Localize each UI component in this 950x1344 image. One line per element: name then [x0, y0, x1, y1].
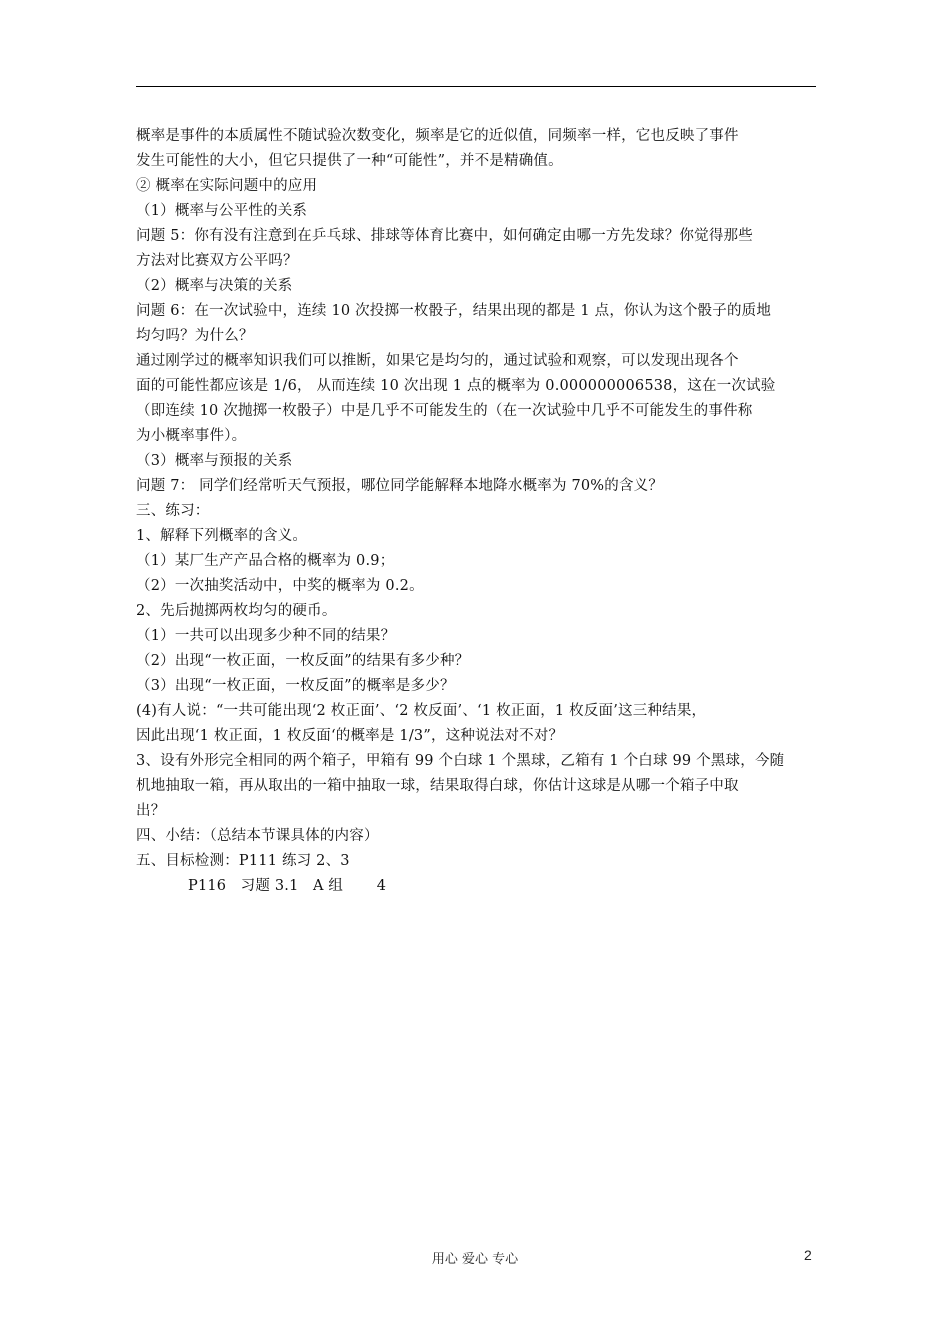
exercise-1: 1、解释下列概率的含义。 — [136, 528, 308, 544]
explanation-line-1: 通过刚学过的概率知识我们可以推断，如果它是均匀的，通过试验和观察，可以发现出现各个 — [136, 353, 739, 369]
subheading-forecast: （3）概率与预报的关系 — [136, 453, 293, 469]
subheading-fairness: （1）概率与公平性的关系 — [136, 203, 308, 219]
exercise-2-item-1: （1）一共可以出现多少种不同的结果？ — [136, 628, 396, 644]
exercise-2-item-4-line-1: (4)有人说：“一共可能出现‘2 枚正面’、‘2 枚反面’、‘1 枚正面，1 枚反面’这三种结果， — [136, 703, 707, 719]
exercise-2: 2、先后抛掷两枚均匀的硬币。 — [136, 603, 337, 619]
question-5-line-2: 方法对比赛双方公平吗？ — [136, 253, 298, 269]
section-heading-applications: ② 概率在实际问题中的应用 — [136, 178, 318, 194]
document-body — [136, 124, 821, 899]
text-line-2: 发生可能性的大小，但它只提供了一种“可能性”，并不是精确值。 — [136, 153, 563, 169]
exercise-1-item-1: （1）某厂生产产品合格的概率为 0.9； — [136, 553, 395, 569]
question-6-line-1: 问题 6：在一次试验中，连续 10 次投掷一枚骰子，结果出现的都是 1 点，你认为这个骰子的质地 — [136, 303, 772, 319]
question-6-line-2: 均匀吗？为什么？ — [136, 328, 254, 344]
text-line-1: 概率是事件的本质属性不随试验次数变化，频率是它的近似值，同频率一样，它也反映了事件 — [136, 128, 739, 144]
exercise-1-item-2: （2）一次抽奖活动中，中奖的概率为 0.2。 — [136, 578, 424, 594]
question-5-line-1: 问题 5：你有没有注意到在乒乓球、排球等体育比赛中，如何确定由哪一方先发球？你觉得那些 — [136, 228, 753, 244]
page-number: 2 — [804, 1247, 812, 1263]
exercise-3-line-1: 3、设有外形完全相同的两个箱子，甲箱有 99 个白球 1 个黑球，乙箱有 1 个白球 99 个黑球，今随 — [136, 753, 785, 769]
explanation-line-4: 为小概率事件）。 — [136, 428, 247, 444]
explanation-line-3: （即连续 10 次抛掷一枚骰子）中是几乎不可能发生的（在一次试验中几乎不可能发生的事件称 — [136, 403, 753, 419]
exercise-3-line-3: 出？ — [136, 803, 166, 819]
section-heading-exercises: 三、练习： — [136, 503, 210, 519]
explanation-line-2: 面的可能性都应该是 1/6， 从而连续 10 次出现 1 点的概率为 0.000000006538，这在一次试验 — [136, 378, 776, 394]
question-7: 问题 7： 同学们经常听天气预报，哪位同学能解释本地降水概率为 70%的含义？ — [136, 478, 664, 494]
section-heading-assessment: 五、目标检测：P111 练习 2、3 — [136, 853, 350, 869]
subheading-decision: （2）概率与决策的关系 — [136, 278, 293, 294]
footer-motto: 用心 爱心 专心 — [431, 1252, 519, 1267]
exercise-2-item-4-line-2: 因此出现‘1 枚正面，1 枚反面‘的概率是 1/3”，这种说法对不对？ — [136, 728, 564, 744]
header-rule — [136, 86, 816, 87]
assessment-detail: P116 习题 3.1 A 组 4 — [188, 878, 387, 894]
exercise-2-item-3: （3）出现“一枚正面，一枚反面”的概率是多少？ — [136, 678, 455, 694]
section-heading-summary: 四、小结：（总结本节课具体的内容） — [136, 828, 379, 844]
exercise-2-item-2: （2）出现“一枚正面，一枚反面”的结果有多少种？ — [136, 653, 470, 669]
exercise-3-line-2: 机地抽取一箱，再从取出的一箱中抽取一球，结果取得白球，你估计这球是从哪一个箱子中取 — [136, 778, 739, 794]
